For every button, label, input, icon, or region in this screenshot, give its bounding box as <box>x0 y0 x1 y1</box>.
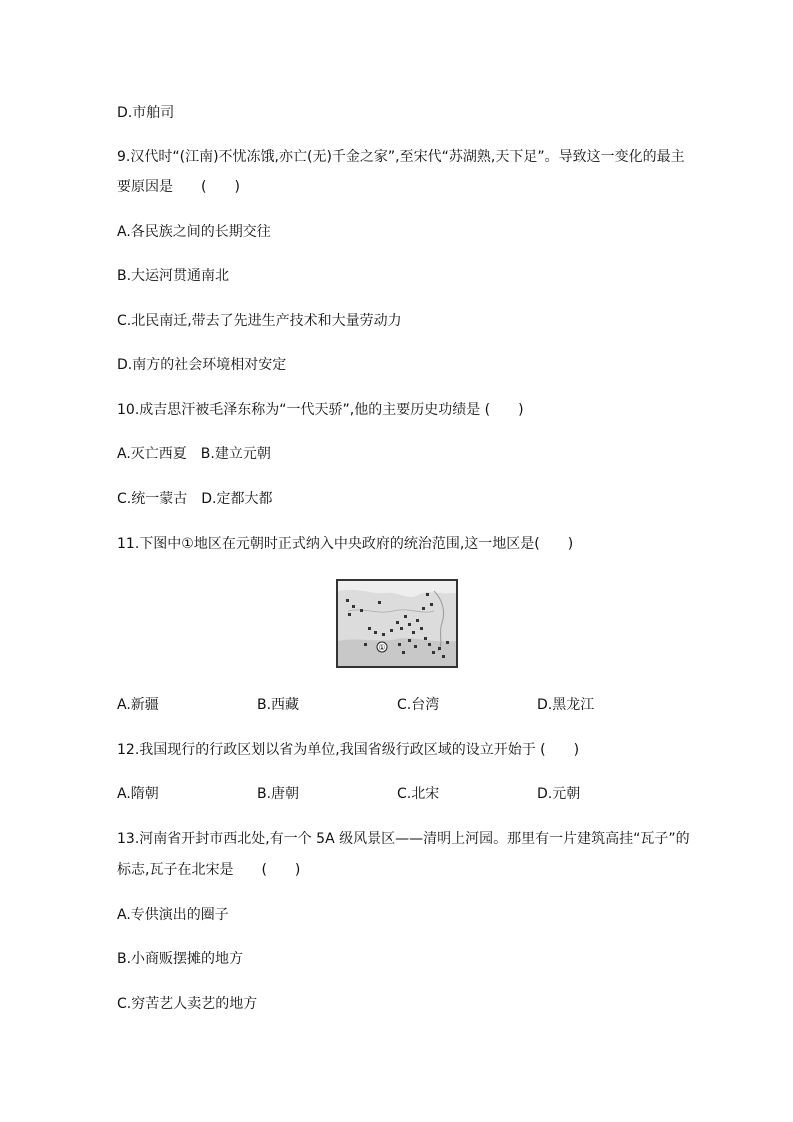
question-12-option-b: B.唐朝 <box>257 786 300 802</box>
question-9-text: 9.汉代时“(江南)不忧冻饿,亦亡(无)千金之家”,至宋代“苏湖熟,天下足”。导致这一变化的最主 <box>117 149 685 165</box>
question-11-option-d: D.黑龙江 <box>537 697 595 713</box>
question-13-option-b: B.小商贩摆摊的地方 <box>117 951 244 967</box>
question-13-text: 13.河南省开封市西北处,有一个 5A 级风景区——清明上河园。那里有一片建筑高挂“瓦子”的 <box>117 831 690 847</box>
question-10-options-cd: C.统一蒙古 D.定都大都 <box>117 491 273 507</box>
question-12-option-d: D.元朝 <box>537 786 581 802</box>
question-9-text-continued: 要原因是 ( ) <box>117 179 240 195</box>
question-13-option-c: C.穷苦艺人卖艺的地方 <box>117 996 258 1012</box>
question-13-text-continued: 标志,瓦子在北宋是 ( ) <box>117 862 301 878</box>
map-marker-label: ① <box>378 643 386 652</box>
question-12-option-a: A.隋朝 <box>117 786 159 802</box>
question-11-option-c: C.台湾 <box>397 697 440 713</box>
map-graphic <box>338 581 456 666</box>
question-9-option-d: D.南方的社会环境相对安定 <box>117 357 287 373</box>
yuan-dynasty-map <box>336 579 458 668</box>
question-11-option-b: B.西藏 <box>257 697 300 713</box>
option-text: D.市舶司 <box>117 105 175 121</box>
question-10-text: 10.成吉思汗被毛泽东称为“一代天骄”,他的主要历史功绩是 ( ) <box>117 402 524 418</box>
question-10-options-ab: A.灭亡西夏 B.建立元朝 <box>117 446 271 462</box>
question-9-option-b: B.大运河贯通南北 <box>117 268 230 284</box>
question-9-option-c: C.北民南迁,带去了先进生产技术和大量劳动力 <box>117 313 402 329</box>
question-11-text: 11.下图中①地区在元朝时正式纳入中央政府的统治范围,这一地区是( ) <box>117 536 574 552</box>
question-11-option-a: A.新疆 <box>117 697 159 713</box>
question-9-option-a: A.各民族之间的长期交往 <box>117 224 271 240</box>
question-12-text: 12.我国现行的行政区划以省为单位,我国省级行政区域的设立开始于 ( ) <box>117 742 580 758</box>
question-13-option-a: A.专供演出的圈子 <box>117 907 229 923</box>
question-12-option-c: C.北宋 <box>397 786 440 802</box>
